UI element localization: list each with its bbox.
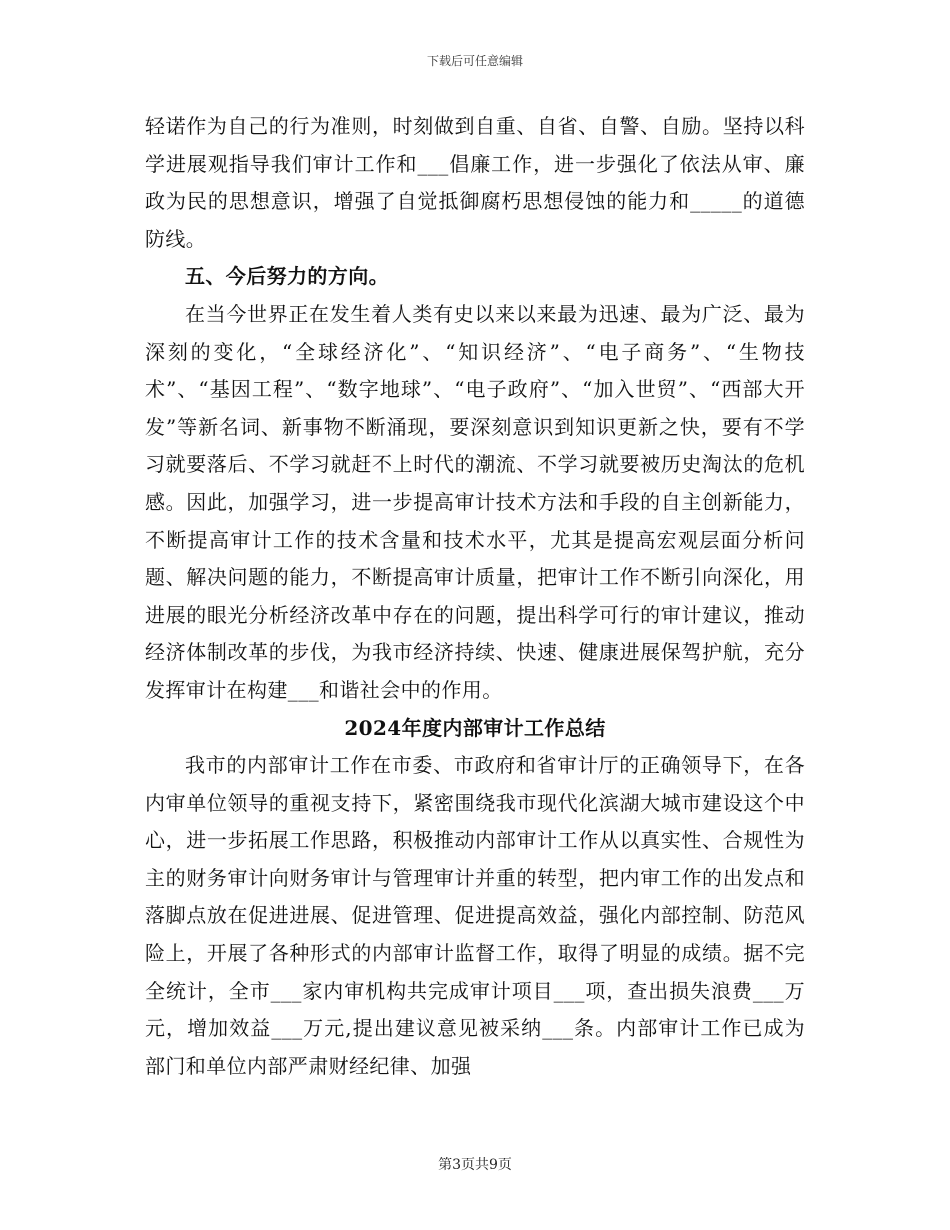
page-footer: 第3页共9页 [438,1157,512,1173]
paragraph-intro: 我市的内部审计工作在市委、市政府和省审计厅的正确领导下，在各内审单位领导的重视支持下，紧密围绕我市现代化滨湖大城市建设这个中心，进一步拓展工作思路，积极推动内部审计工作从以真实性、合规性为主的财务审计向财务审计与管理审计并重的转型，把内审工作的出发点和落脚点放在促进进展、促进管理、促进提高效益，强化内部控制、防范风险上，开展了各种形式的内部审计监督工作，取得了明显的成绩。据不完全统计，全市___家内审机构共完成审计项目___项，查出损失浪费___万元，增加效益___万元,提出建议意见被采纳___条。内部审计工作已成为部门和单位内部严肃财经纪律、加强 [145,753,805,1078]
page-header: 下载后可任意编辑 [426,54,523,68]
document-body [145,108,805,1085]
section-heading: 五、今后努力的方向。 [185,264,389,289]
paragraph-continued: 轻诺作为自己的行为准则，时刻做到自重、自省、自警、自励。坚持以科学进展观指导我们审计工作和___倡廉工作，进一步强化了依法从审、廉政为民的思想意识，增强了自觉抵御腐朽思想侵蚀的能力和_____的道德防线。 [145,114,805,251]
paragraph-section5: 在当今世界正在发生着人类有史以来以来最为迅速、最为广泛、最为深刻的变化，“全球经济化”、“知识经济”、“电子商务”、“生物技术”、“基因工程”、“数字地球”、“电子政府”、“加入世贸”、“西部大开发”等新名词、新事物不断涌现，要深刻意识到知识更新之快，要有不学习就要落后、不学习就赶不上时代的潮流、不学习就要被历史淘汰的危机感。因此，加强学习，进一步提高审计技术方法和手段的自主创新能力，不断提高审计工作的技术含量和技术水平，尤其是提高宏观层面分析问题、解决问题的能力，不断提高审计质量，把审计工作不断引向深化，用进展的眼光分析经济改革中存在的问题，提出科学可行的审计建议，推动经济体制改革的步伐，为我市经济持续、快速、健康进展保驾护航，充分发挥审计在构建___和谐社会中的作用。 [145,301,805,702]
document-title: 2024年度内部审计工作总结 [344,715,606,740]
